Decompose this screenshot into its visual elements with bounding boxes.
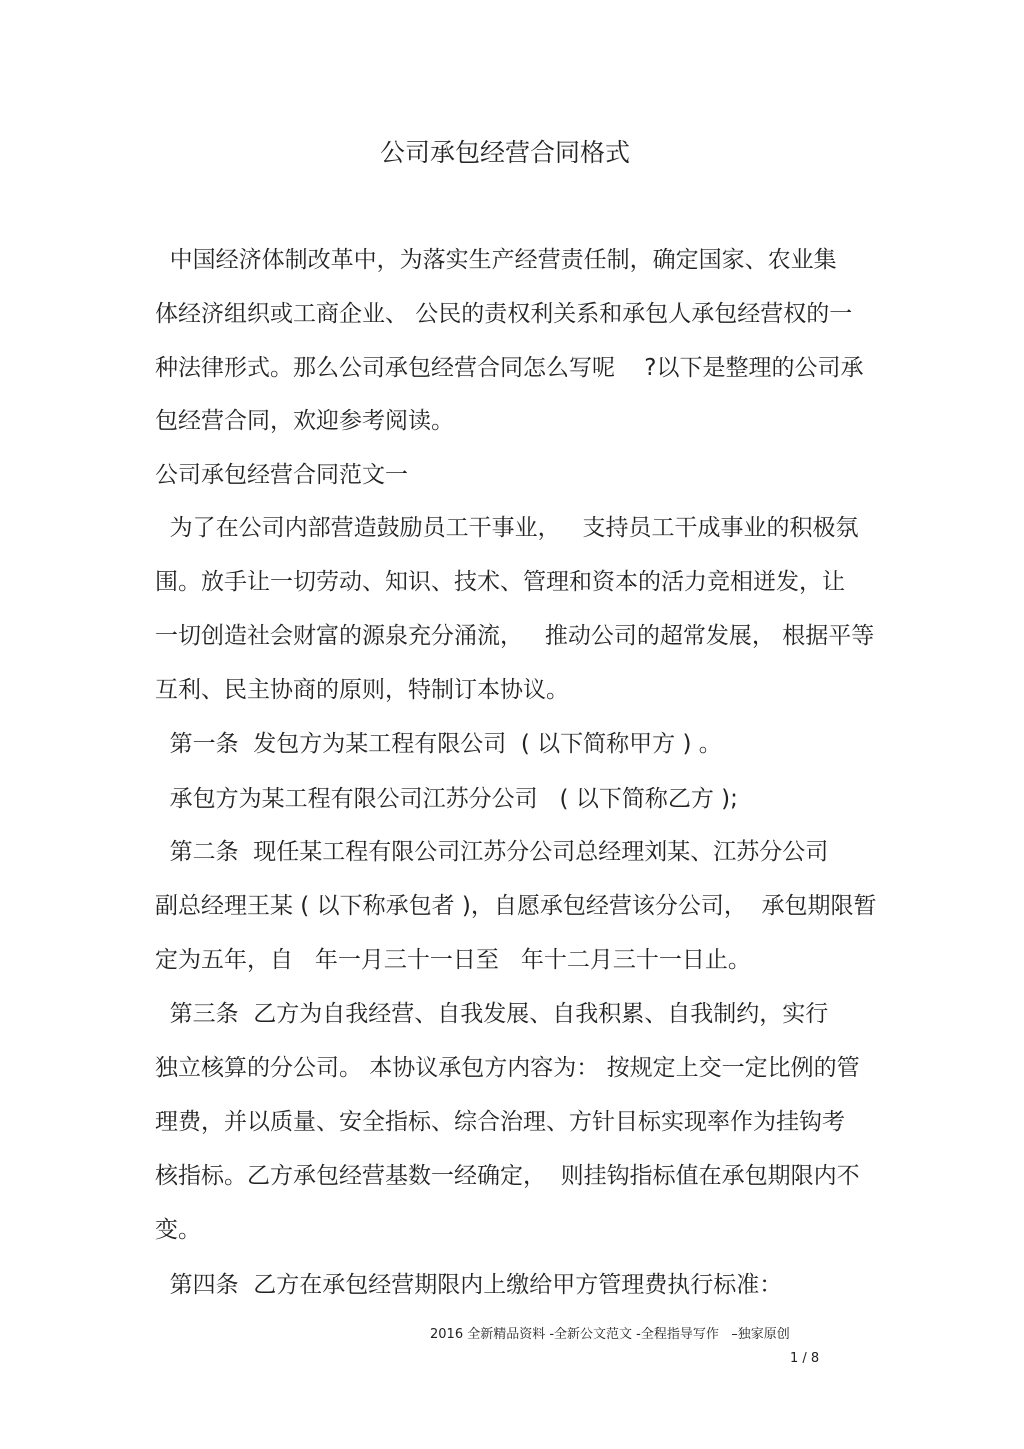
body-line: 为了在公司内部营造鼓励员工干事业， 支持员工干成事业的积极氛 [155,515,859,541]
body-line: 变。 [155,1217,201,1243]
article-line: 第二条 现任某工程有限公司江苏分公司总经理刘某、江苏分公司 [155,839,829,865]
article-line: 第一条 发包方为某工程有限公司 ( 以下简称甲方 ) 。 [155,731,722,757]
article-line: 承包方为某工程有限公司江苏分公司 ( 以下简称乙方 ); [155,786,738,812]
article-line: 第四条 乙方在承包经营期限内上缴给甲方管理费执行标准： [155,1272,783,1298]
body-line: 围。放手让一切劳动、知识、技术、管理和资本的活力竞相迸发，让 [155,569,845,595]
body-line: 中国经济体制改革中，为落实生产经营责任制，确定国家、农业集 [155,247,837,273]
body-line: 副总经理王某 ( 以下称承包者 )，自愿承包经营该分公司， 承包期限暂 [155,893,877,919]
body-line: 包经营合同，欢迎参考阅读。 [155,408,454,434]
article-line: 第三条 乙方为自我经营、自我发展、自我积累、自我制约，实行 [155,1001,829,1027]
page-footer: 2016 全新精品资料 -全新公文范文 -全程指导写作 –独家原创 [430,1327,790,1342]
body-line: 定为五年，自 年一月三十一日至 年十二月三十一日止。 [155,947,751,973]
body-line: 理费，并以质量、安全指标、综合治理、方针目标实现率作为挂钩考 [155,1109,845,1135]
section-heading: 公司承包经营合同范文一 [155,462,408,488]
body-line: 一切创造社会财富的源泉充分涌流， 推动公司的超常发展， 根据平等 [155,623,875,649]
body-line: 核指标。乙方承包经营基数一经确定， 则挂钩指标值在承包期限内不 [155,1163,860,1189]
body-line: 体经济组织或工商企业、 公民的责权利关系和承包人承包经营权的一 [155,301,853,327]
document-title: 公司承包经营合同格式 [379,138,630,167]
body-line: 互利、民主协商的原则，特制订本协议。 [155,677,569,703]
body-line: 独立核算的分公司。 本协议承包方内容为： 按规定上交一定比例的管 [155,1055,860,1081]
page-number: 1 / 8 [790,1351,820,1366]
body-line: 种法律形式。那么公司承包经营合同怎么写呢 ?以下是整理的公司承 [155,355,864,381]
